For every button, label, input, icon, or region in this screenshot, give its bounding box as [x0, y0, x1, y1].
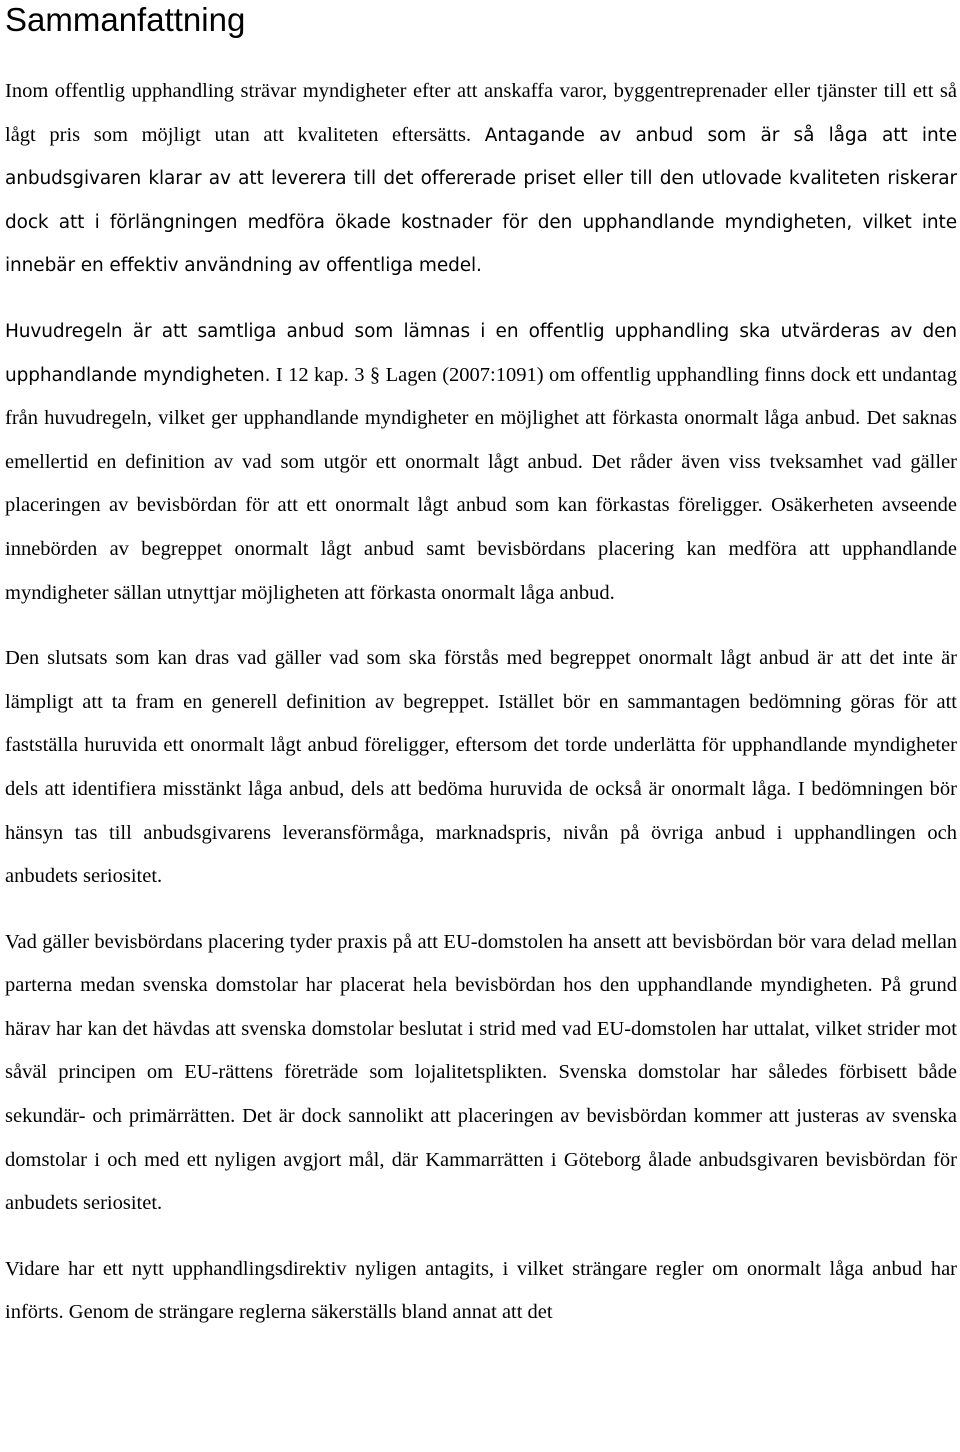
- paragraph-spacer: [5, 288, 957, 310]
- paragraph-intro-sans: Antagande av anbud som är så låga att inte anbudsgivaren klarar av att leverera till det offererade priset eller till den utlovade kvaliteten riskerar dock att i förlängningen medföra ökade kostnader för den upphandlande myndigheten, vilket inte innebär en effektiv användning av offentliga medel.: [5, 124, 957, 277]
- paragraph-spacer: [5, 615, 957, 637]
- paragraph-intro: [5, 70, 957, 288]
- paragraph-conclusion: Den slutsats som kan dras vad gäller vad som ska förstås med begreppet onormalt lågt anbud är att det inte är lämpligt att ta fram en generell definition av begreppet. Istället bör en sammantagen bedömning göras för att fastställa huruvida ett onormalt lågt anbud föreligger, eftersom det torde underlätta för upphandlande myndigheter dels att identifiera misstänkt låga anbud, dels att bedöma huruvida de också är onormalt låga. I bedömningen bör hänsyn tas till anbudsgivarens leveransförmåga, marknadspris, nivån på övriga anbud i upphandlingen och anbudets seriositet.: [5, 647, 957, 888]
- paragraph-new-directive: Vidare har ett nytt upphandlingsdirektiv nyligen antagits, i vilket strängare regler om onormalt låga anbud har införts. Genom de strängare reglerna säkerställs bland annat att det: [5, 1257, 957, 1324]
- paragraph-burden-of-proof: Vad gäller bevisbördans placering tyder praxis på att EU-domstolen ha ansett att bevisbördan bör vara delad mellan parterna medan svenska domstolar har placerat hela bevisbördan hos den upphandlande myndigheten. På grund härav har kan det hävdas att svenska domstolar beslutat i strid med vad EU-domstolen har uttalat, vilket strider mot såväl principen om EU-rättens företräde som lojalitetsplikten. Svenska domstolar har således förbisett både sekundär- och primärrätten. Det är dock sannolikt att placeringen av bevisbördan kommer att justeras av svenska domstolar i och med ett nyligen avgjort mål, där Kammarrätten i Göteborg ålade anbudsgivaren bevisbördan för anbudets seriositet.: [5, 930, 957, 1215]
- paragraph-spacer: [5, 1226, 957, 1248]
- document-page: [5, 0, 957, 1335]
- paragraph-main-rule: [5, 310, 957, 615]
- paragraph-main-rule-serif: I 12 kap. 3 § Lagen (2007:1091) om offentlig upphandling finns dock ett undantag från huvudregeln, vilket ger upphandlande myndigheter en möjlighet att förkasta onormalt låga anbud. Det saknas emellertid en definition av vad som utgör ett onormalt lågt anbud. Det råder även viss tveksamhet vad gäller placeringen av bevisbördan för att ett onormalt lågt anbud som kan förkastas föreligger. Osäkerheten avseende innebörden av begreppet onormalt lågt anbud samt bevisbördans placering kan medföra att upphandlande myndigheter sällan utnyttjar möjligheten att förkasta onormalt låga anbud.: [5, 363, 957, 604]
- paragraph-intro-serif: Inom offentlig upphandling strävar myndigheter efter att anskaffa varor, byggentreprenader eller tjänster till ett så lågt pris som möjligt utan att kvaliteten eftersätts.: [5, 80, 957, 146]
- paragraph-main-rule-sans: Huvudregeln är att samtliga anbud som lämnas i en offentlig upphandling ska utvärderas av den upphandlande myndigheten.: [5, 320, 957, 386]
- paragraph-spacer: [5, 899, 957, 921]
- page-title: Sammanfattning: [5, 1, 246, 38]
